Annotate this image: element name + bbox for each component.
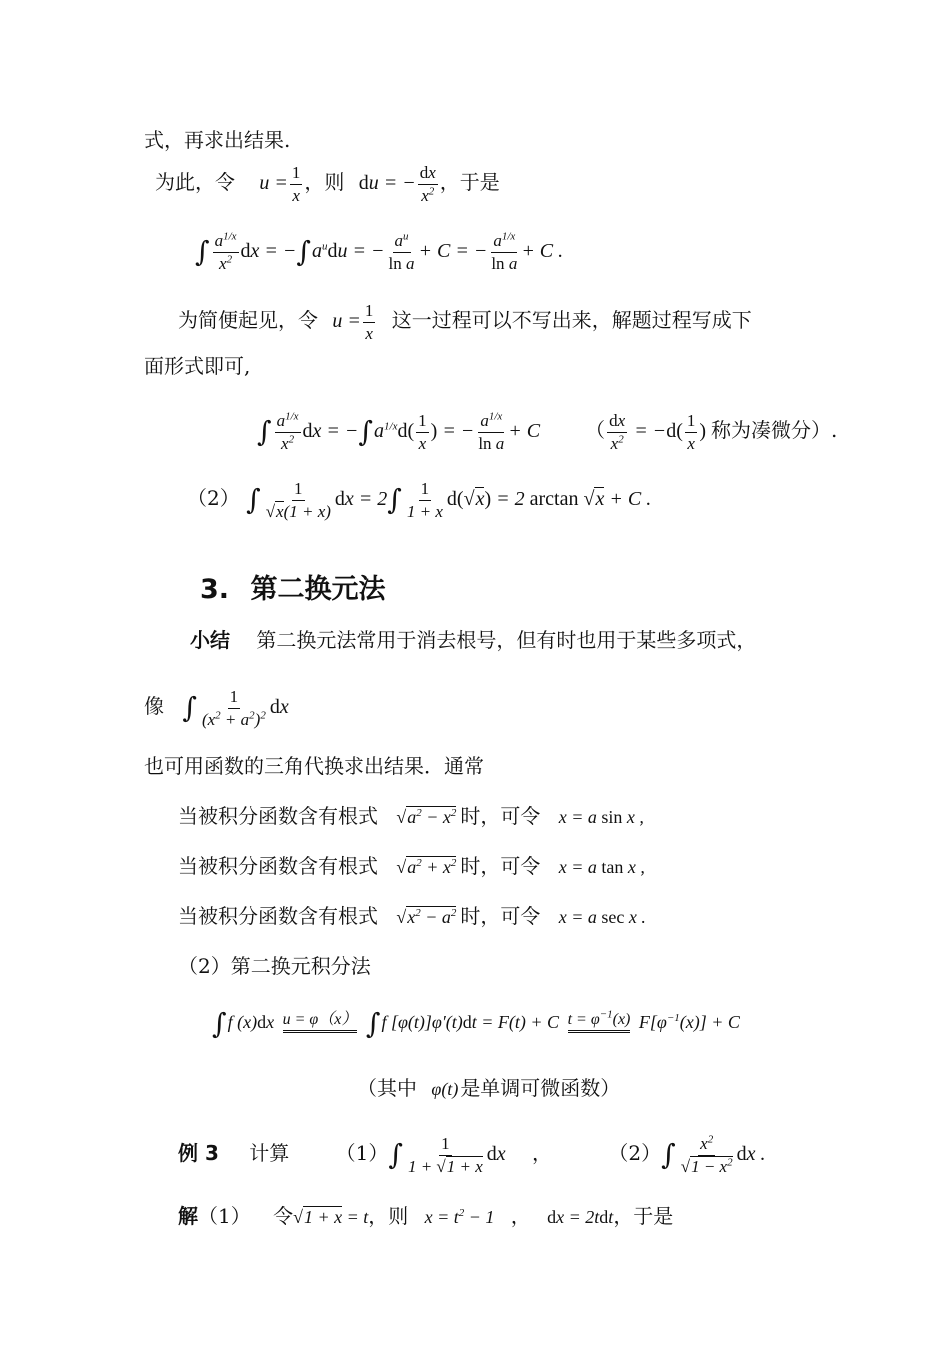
note-suffix: 是单调可微函数） (460, 1076, 621, 1100)
integral-formula-2: ∫ $\frac{a^{1/x}}{x^2}$ dx = $-\int a^{1/x}d$( $\frac{1}{x}$ ) = − $\frac{a^{1/x}}{\text{ln a}}$ + C （ $\frac{dx}{x^2}$ = −d( $\frac{1}{x}$ ) 称为凑微分）. (257, 410, 838, 453)
text-line: 式，再求出结果. (144, 128, 291, 152)
integral-formula-3: （2） ∫ $\frac{1}{√x(1 + x)}$ dx = 2∫ $\frac{1}{1 + x}$ d(√x) = 2 arctan √x + C . (187, 479, 652, 521)
solution-sep: ， (510, 1204, 531, 1228)
text-part: 为简便起见，令 (178, 307, 318, 332)
formula-u: u = $\frac{1}{x}$ (259, 163, 301, 205)
case-text: 当被积分函数含有根式 (178, 854, 378, 878)
note-open: （ (585, 419, 606, 442)
section-heading (200, 576, 385, 603)
text-like: 像 (144, 693, 164, 718)
example-part-2: （2） (608, 1140, 662, 1165)
case-line: 当被积分函数含有根式 $√a^2 + x^2$ 时，可令 x = a tan x , (178, 854, 645, 878)
text-suffix: ，于是 (439, 169, 500, 194)
text-part: 这一过程可以不写出来，解题过程写成下 (391, 307, 752, 332)
formula-du: du = − $\frac{dx}{x^2}$ (358, 163, 436, 205)
formula-u: u = $\frac{1}{x}$ (332, 301, 374, 343)
solution-let: 令 (273, 1204, 294, 1228)
solution-label: 解 (178, 1204, 198, 1228)
item-label: （2） (187, 485, 240, 510)
solution-line: 解（1） 令√1 + x = t，则 $x = t^2 - 1$ ， dx = 2tdt，于是 (178, 1204, 674, 1228)
example-part-1: （1） (335, 1140, 389, 1165)
case-mid: 时，可令 (460, 904, 541, 928)
note-line: （其中 φ(t) 是单调可微函数） (357, 1076, 621, 1100)
note-prefix: （其中 (357, 1076, 417, 1100)
solution-then: ，则 (368, 1204, 409, 1228)
example-line: 例 3 计算 （1）∫ $\frac{1}{1 + √1 + x}$ dx ， （2）∫ $\frac{x^2}{√1 - x^2}$ dx . (178, 1133, 766, 1176)
example-integral-line: 像 ∫ $\frac{1}{(x^2 + a^2)^2}$ dx (144, 687, 289, 729)
text-prefix: 为此，令 (155, 169, 235, 194)
case-mid: 时，可令 (460, 854, 541, 878)
summary-line (190, 630, 756, 650)
text-mid: ，则 (304, 169, 345, 194)
case-line: 当被积分函数含有根式 $√x^2 - a^2$ 时，可令 x = a sec x . (178, 904, 646, 928)
example-compute: 计算 (249, 1140, 290, 1165)
subsection-title: （2）第二换元积分法 (178, 954, 371, 978)
summary-text: 第二换元法常用于消去根号，但有时也用于某些多项式， (256, 628, 757, 652)
section-number: 3. (200, 574, 230, 605)
solution-part: （1） (198, 1204, 251, 1228)
case-mid: 时，可令 (460, 804, 541, 828)
example-sep: ， (532, 1140, 553, 1165)
note-text: 称为凑微分）. (711, 417, 838, 442)
substitution-formula: ∫f (x)dx u = φ（x） ∫f [φ(t)]φ′(t)dt = F(t) + C $t = \varphi^{-1}(x)$ $F[\varphi^{-1}(x)] + C$ (212, 1007, 740, 1040)
integral-formula-1: ∫ $\frac{a^{1/x}}{x^2}$ dx = $-\int a^udu$ = − $\frac{a^u}{\text{ln a}}$ + C = − $\frac{a^{1/x}}{\text{ln a}}$ + C . (195, 230, 564, 273)
summary-label: 小结 (190, 628, 230, 652)
text-line: 也可用函数的三角代换求出结果．通常 (144, 754, 484, 778)
text-line (178, 302, 752, 343)
case-line: 当被积分函数含有根式 $√a^2 - x^2$ 时，可令 x = a sin x , (178, 804, 644, 828)
text-line: 面形式即可, (144, 354, 251, 378)
case-text: 当被积分函数含有根式 (178, 804, 378, 828)
substitution-line (155, 164, 500, 205)
solution-end: ，于是 (613, 1204, 674, 1228)
example-label: 例 3 (178, 1140, 219, 1165)
case-text: 当被积分函数含有根式 (178, 904, 378, 928)
section-title: 第二换元法 (250, 574, 386, 605)
